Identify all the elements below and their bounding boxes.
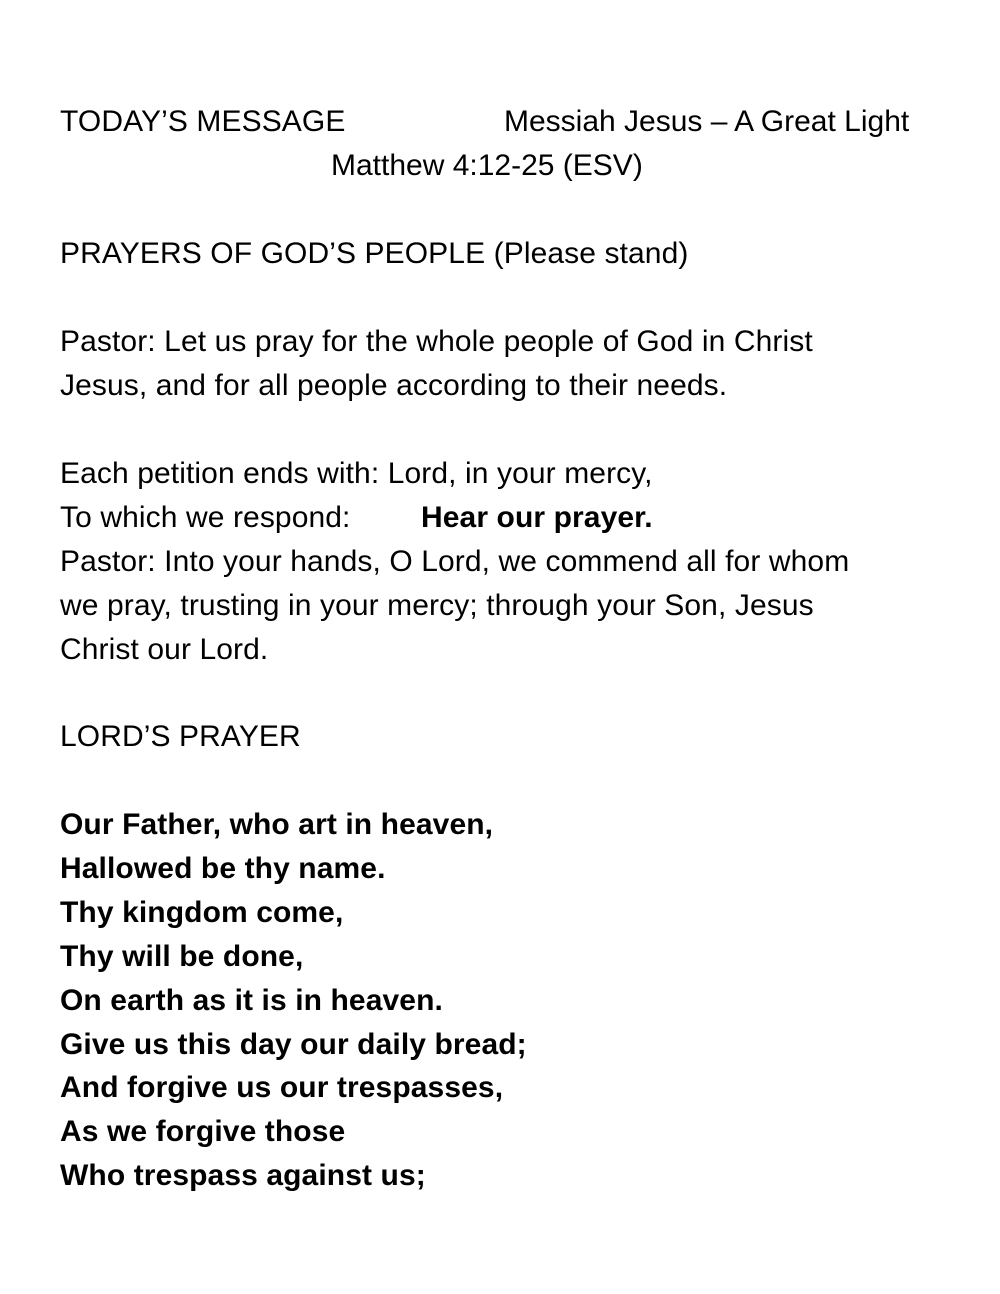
prayer-line: Hallowed be thy name. [60, 852, 386, 885]
respond-text: Hear our prayer. [421, 501, 653, 534]
prayer-line: As we forgive those [60, 1115, 346, 1148]
prayers-heading: PRAYERS OF GOD’S PEOPLE (Please stand) [60, 237, 689, 270]
prayer-line: Thy kingdom come, [60, 896, 344, 929]
prayer-line: Our Father, who art in heaven, [60, 808, 494, 841]
pastor-close-line-2: we pray, trusting in your mercy; through your Son, Jesus [60, 589, 814, 622]
prayer-line: Give us this day our daily bread; [60, 1028, 527, 1061]
message-reference: Matthew 4:12-25 (ESV) [331, 149, 643, 182]
respond-label: To which we respond: [60, 501, 351, 534]
respond-line [60, 500, 351, 536]
pastor-close-line-3: Christ our Lord. [60, 633, 269, 666]
prayer-line: Thy will be done, [60, 940, 304, 973]
prayer-line: Who trespass against us; [60, 1159, 426, 1192]
message-heading: TODAY’S MESSAGE [60, 105, 346, 138]
pastor-intro-line-1: Pastor: Let us pray for the whole people of God in Christ [60, 325, 813, 358]
message-title: Messiah Jesus – A Great Light [504, 105, 910, 138]
pastor-intro-line-2: Jesus, and for all people according to their needs. [60, 369, 728, 402]
pastor-close-line-1: Pastor: Into your hands, O Lord, we commend all for whom [60, 545, 850, 578]
lords-prayer-heading: LORD’S PRAYER [60, 720, 301, 753]
petition-line: Each petition ends with: Lord, in your mercy, [60, 457, 653, 490]
prayer-line: And forgive us our trespasses, [60, 1071, 504, 1104]
prayer-line: On earth as it is in heaven. [60, 984, 443, 1017]
